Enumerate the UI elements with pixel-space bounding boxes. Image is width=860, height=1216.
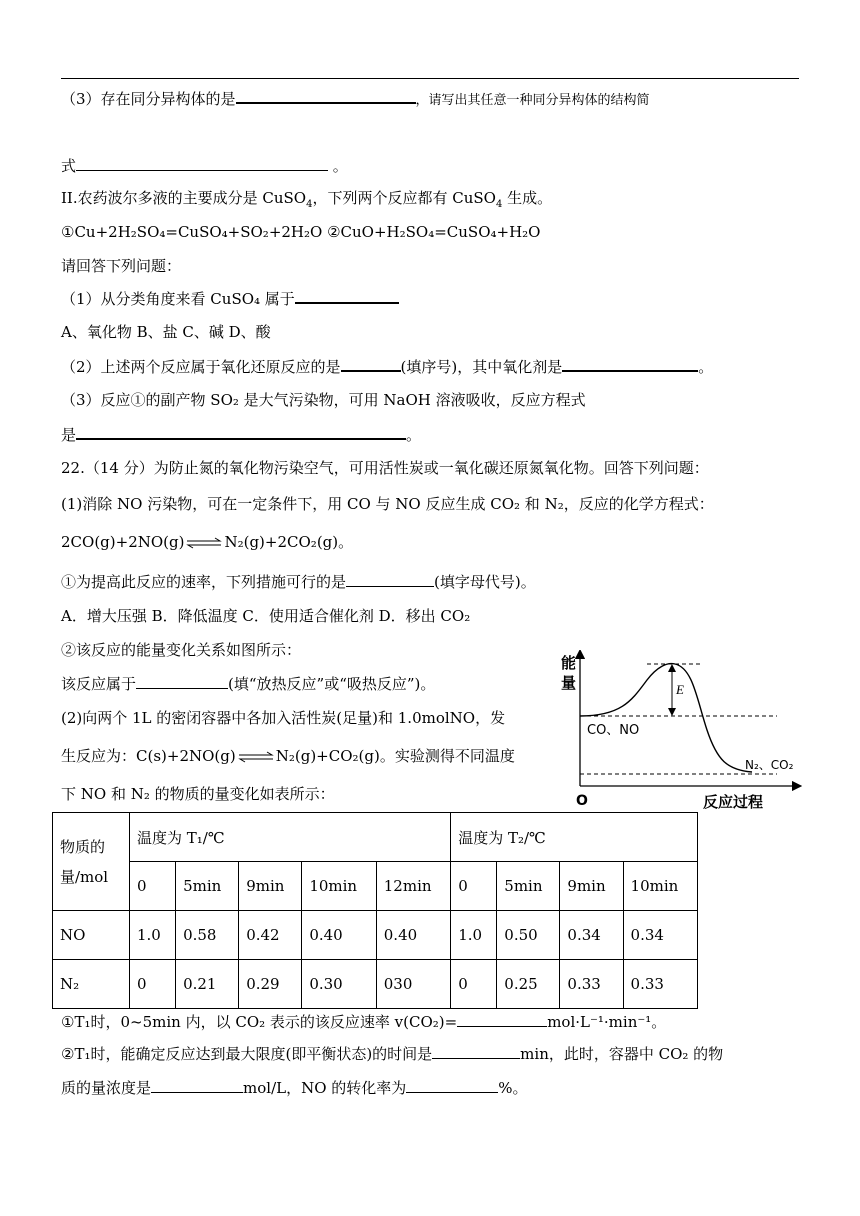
reaction-equations: ①Cu+2H₂SO₄=CuSO₄+SO₂+2H₂O ②CuO+H₂SO₄=CuSO₄+H₂O [61,223,541,241]
energy-label: E [676,682,684,697]
q22-p1-line1: (1)消除 NO 污染物，可在一定条件下，用 CO 与 NO 反应生成 CO₂ 和 N₂，反应的化学方程式： [61,495,714,513]
table-cell: 0.30 [302,960,376,1009]
y-label-2: 量 [561,674,577,692]
part2-title: II.农药波尔多液的主要成分是 CuSO$_4$，下列两个反应都有 CuSO$_4$ 生成。 [61,189,553,210]
table-cell: 0.50 [497,911,560,960]
time-header: 5min [176,862,239,911]
q22-after3: 质的量浓度是 mol/L，NO 的转化率为 %。 [61,1079,528,1097]
time-header: 12min [376,862,450,911]
table-cell: 1.0 [451,911,497,960]
table-cell: 0.34 [560,911,623,960]
q3-structure-line: 式 。 [61,157,348,175]
answer-blank[interactable] [295,288,399,304]
products-label: N₂、CO₂ [745,758,794,772]
prompt-text: 请回答下列问题： [61,257,182,275]
group-header-t2: 温度为 T₂/℃ [451,813,698,862]
table-row [53,960,698,1009]
time-header: 9min [239,862,302,911]
group-header-t1: 温度为 T₁/℃ [130,813,451,862]
time-header: 10min [302,862,376,911]
table-cell: 030 [376,960,450,1009]
answer-blank[interactable] [341,356,401,372]
answer-blank[interactable] [151,1078,243,1093]
table-cell: 0.42 [239,911,302,960]
part2-q1-options: A、氧化物 B、盐 C、碱 D、酸 [61,323,271,341]
energy-curve [580,664,752,772]
q22-p2-line3: 下 NO 和 N₂ 的物质的量变化如表所示： [61,785,335,803]
q22-after1: ①T₁时，0~5min 内，以 CO₂ 表示的该反应速率 v(CO₂)= mol·L⁻¹·min⁻¹。 [61,1013,667,1031]
q22-s2: ②该反应的能量变化关系如图所示： [61,641,302,659]
row-label: N₂ [53,960,130,1009]
table-cell: 0.21 [176,960,239,1009]
row-label: NO [53,911,130,960]
q22-s1: ①为提高此反应的速率，下列措施可行的是 (填字母代号)。 [61,573,536,591]
header-rule [61,78,799,79]
x-label: 反应过程 [703,793,764,810]
q22-intro: 22.（14 分）为防止氮的氧化物污染空气，可用活性炭或一氧化碳还原氮氧化物。回答下列问题： [61,459,709,477]
answer-blank[interactable] [76,424,406,440]
equilibrium-arrow-icon [237,751,275,763]
part2-q1: （1）从分类角度来看 CuSO₄ 属于 [61,288,399,309]
q3-isomer-line: （3）存在同分异构体的是 ，请写出其任意一种同分异构体的结构简 [61,90,650,108]
answer-blank[interactable] [76,156,328,171]
q22-after2: ②T₁时，能确定反应达到最大限度(即平衡状态)的时间是 min，此时，容器中 CO₂ 的物 [61,1045,724,1063]
part2-q3-line2: 是 。 [61,426,422,444]
time-header: 0 [130,862,176,911]
table-cell: 0.33 [623,960,697,1009]
table-row [53,911,698,960]
time-header: 0 [451,862,497,911]
time-header-row [53,862,698,911]
row-header: 物质的 量/mol [53,813,130,911]
answer-blank[interactable] [432,1044,520,1059]
time-header: 5min [497,862,560,911]
origin-label: O [576,793,588,809]
q22-s1-options: A．增大压强 B．降低温度 C．使用适合催化剂 D．移出 CO₂ [61,607,471,625]
part2-q3-line1: （3）反应①的副产物 SO₂ 是大气污染物，可用 NaOH 溶液吸收，反应方程式 [61,391,586,409]
q22-s2-question: 该反应属于 (填“放热反应”或“吸热反应”)。 [61,675,436,693]
q22-p2-line1: (2)向两个 1L 的密闭容器中各加入活性炭(足量)和 1.0molNO，发 [61,709,506,727]
time-header: 10min [623,862,697,911]
energy-diagram [547,650,809,810]
answer-blank[interactable] [562,356,698,372]
table-cell: 0.29 [239,960,302,1009]
reactants-label: CO、NO [587,723,640,738]
table-cell: 1.0 [130,911,176,960]
data-table [52,812,698,1009]
table-cell: 0 [451,960,497,1009]
table-cell: 0 [130,960,176,1009]
answer-blank[interactable] [457,1012,547,1027]
answer-blank[interactable] [406,1078,498,1093]
q22-p2-line2: 生反应为：C(s)+2NO(g) N₂(g)+CO₂(g)。实验测得不同温度 [61,747,515,765]
equilibrium-arrow-icon [185,537,223,549]
table-cell: 0.25 [497,960,560,1009]
q22-equation: 2CO(g)+2NO(g) N₂(g)+2CO₂(g)。 [61,533,354,551]
answer-blank[interactable] [136,674,228,689]
table-cell: 0.58 [176,911,239,960]
table-cell: 0.34 [623,911,697,960]
time-header: 9min [560,862,623,911]
answer-blank[interactable] [346,572,434,587]
answer-blank[interactable] [236,88,416,104]
part2-q2: （2）上述两个反应属于氧化还原反应的是 (填序号)，其中氧化剂是 。 [61,358,714,376]
table-cell: 0.40 [376,911,450,960]
y-label-1: 能 [561,654,577,672]
table-cell: 0.33 [560,960,623,1009]
table-cell: 0.40 [302,911,376,960]
